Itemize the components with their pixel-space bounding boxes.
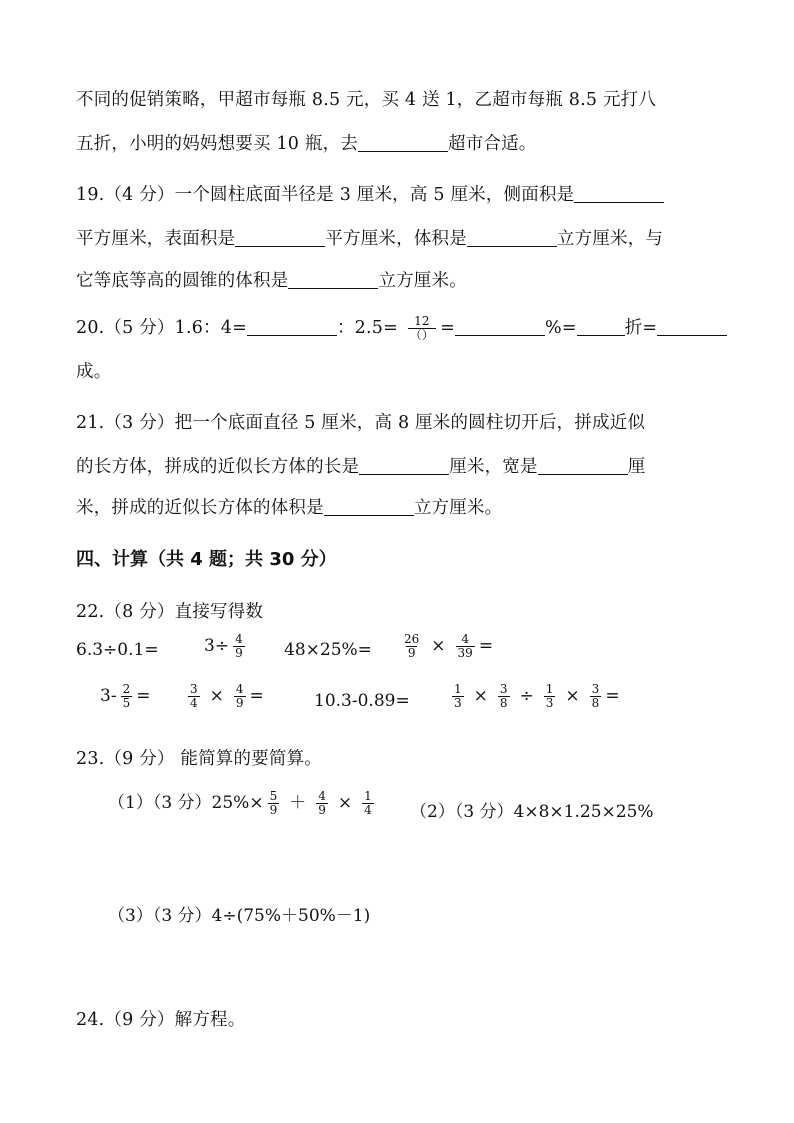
q22-item-5-pre: 3- (100, 686, 117, 706)
q19-line1 (76, 181, 664, 206)
q22-item-1: 6.3÷0.1= (76, 640, 159, 660)
q20-text-c: = (440, 318, 456, 338)
equals-sign: = (249, 686, 264, 706)
q20-line2: 成。 (76, 362, 112, 382)
q19-blank-surface-area[interactable] (235, 228, 325, 247)
frac-den: 3 (454, 696, 462, 710)
frac-num: 3 (499, 682, 508, 696)
frac-num: 4 (318, 789, 326, 803)
plus-sign: ＋ (289, 793, 307, 813)
q20-fraction (408, 315, 436, 342)
q23-part-1-pre: （1）（3 分）25%× (108, 793, 264, 813)
frac-num: 5 (269, 789, 278, 803)
frac-den: 9 (235, 646, 243, 660)
q21-blank-volume[interactable] (324, 497, 414, 516)
q21-line3 (76, 494, 502, 519)
q19-text-f: 立方厘米。 (378, 271, 467, 291)
q20-blank-percent[interactable] (455, 317, 545, 336)
frac-den: 4 (190, 696, 198, 710)
q19-text-b: 平方厘米，表面积是 (76, 229, 236, 249)
times-sign: × (473, 686, 488, 706)
frac-num: 1 (454, 682, 462, 696)
times-sign: × (565, 686, 580, 706)
equals-sign: = (136, 686, 151, 706)
q20-frac-num: 12 (414, 314, 430, 328)
times-sign: × (209, 686, 224, 706)
q22-item-2-pre: 3÷ (204, 636, 230, 656)
q19-line2 (76, 225, 663, 250)
q23-part-1 (108, 788, 378, 817)
q24-title: 24.（9 分）解方程。 (76, 1010, 246, 1030)
q20-blank-cheng[interactable] (657, 317, 727, 336)
q22-title: 22.（8 分）直接写得数 (76, 602, 264, 622)
q19-blank-lateral-area[interactable] (574, 184, 664, 203)
q21-blank-length[interactable] (359, 456, 449, 475)
q23-part-3: （3）（3 分）4÷(75%＋50%－1) (108, 906, 371, 926)
frac-den: 4 (364, 803, 372, 817)
frac-den: 39 (457, 646, 473, 660)
q19-text-c: 平方厘米，体积是 (325, 229, 467, 249)
frac-num: 1 (545, 682, 554, 696)
frac-den: 9 (269, 803, 278, 817)
q21-text-b: 的长方体，拼成的近似长方体的长是 (76, 457, 360, 477)
q19-text-a: 19.（4 分）一个圆柱底面半径是 3 厘米，高 5 厘米，侧面积是 (76, 185, 575, 205)
frac-num: 1 (364, 789, 372, 803)
divide-sign: ÷ (519, 686, 534, 706)
q19-text-e: 它等底等高的圆锥的体积是 (76, 271, 289, 291)
frac-num: 2 (122, 682, 131, 696)
q22-item-4 (398, 633, 493, 660)
frac-den: 8 (591, 696, 600, 710)
times-sign: × (431, 636, 446, 656)
q20-text-a: 20.（5 分）1.6：4= (76, 318, 247, 338)
q20-text-b: ：2.5= (336, 318, 398, 338)
q22-item-6 (184, 683, 264, 710)
q20-blank-ratio[interactable] (247, 317, 337, 336)
q18-text-a: 五折，小明的妈妈想要买 10 瓶，去 (76, 134, 358, 154)
q23-part-2: （2）（3 分）4×8×1.25×25% (410, 802, 654, 822)
frac-den: 3 (545, 696, 554, 710)
q20-blank-discount[interactable] (577, 317, 625, 336)
q18-answer-blank[interactable] (358, 133, 448, 152)
q18-text-b: 超市合适。 (448, 134, 537, 154)
frac-num: 3 (591, 682, 600, 696)
frac-den: 9 (235, 696, 244, 710)
q22-item-7: 10.3-0.89= (314, 691, 410, 711)
q20-line1 (76, 314, 727, 342)
equals-sign: = (478, 636, 494, 656)
q19-blank-volume[interactable] (467, 228, 557, 247)
q19-line3 (76, 267, 467, 292)
frac-num: 4 (461, 632, 469, 646)
q20-text-d: %= (545, 318, 577, 338)
times-sign: × (337, 793, 353, 813)
frac-den: 5 (122, 696, 131, 710)
frac-den: 8 (499, 696, 508, 710)
frac-num: 3 (190, 682, 198, 696)
q20-frac-den[interactable]: （） (409, 328, 435, 342)
q19-blank-cone-volume[interactable] (288, 270, 378, 289)
frac-num: 4 (235, 682, 244, 696)
q21-text-c: 厘米，宽是 (449, 457, 538, 477)
q21-line1: 21.（3 分）把一个底面直径 5 厘米，高 8 厘米的圆柱切开后，拼成近似 (76, 413, 646, 433)
q22-item-3: 48×25%= (284, 640, 372, 660)
frac-den: 9 (407, 646, 416, 660)
frac-num: 4 (235, 632, 243, 646)
q21-text-d: 厘 (627, 457, 646, 477)
q19-text-d: 立方厘米，与 (556, 229, 664, 249)
q21-line2 (76, 453, 645, 478)
q20-text-e: 折= (624, 318, 658, 338)
q22-item-2 (204, 633, 249, 660)
frac-den: 9 (318, 803, 326, 817)
frac-num: 26 (404, 632, 420, 646)
q18-line1: 不同的促销策略，甲超市每瓶 8.5 元，买 4 送 1，乙超市每瓶 8.5 元打八 (76, 90, 657, 110)
q21-text-f: 立方厘米。 (413, 498, 503, 518)
q21-blank-width[interactable] (538, 456, 628, 475)
q22-item-8 (448, 683, 620, 710)
q23-title: 23.（9 分） 能简算的要简算。 (76, 749, 322, 769)
q22-item-5 (100, 683, 150, 710)
q21-text-e: 米，拼成的近似长方体的体积是 (76, 498, 324, 518)
equals-sign: = (605, 686, 620, 706)
q18-line2 (76, 130, 537, 155)
section-heading: 四、计算（共 4 题；共 30 分） (76, 549, 337, 570)
